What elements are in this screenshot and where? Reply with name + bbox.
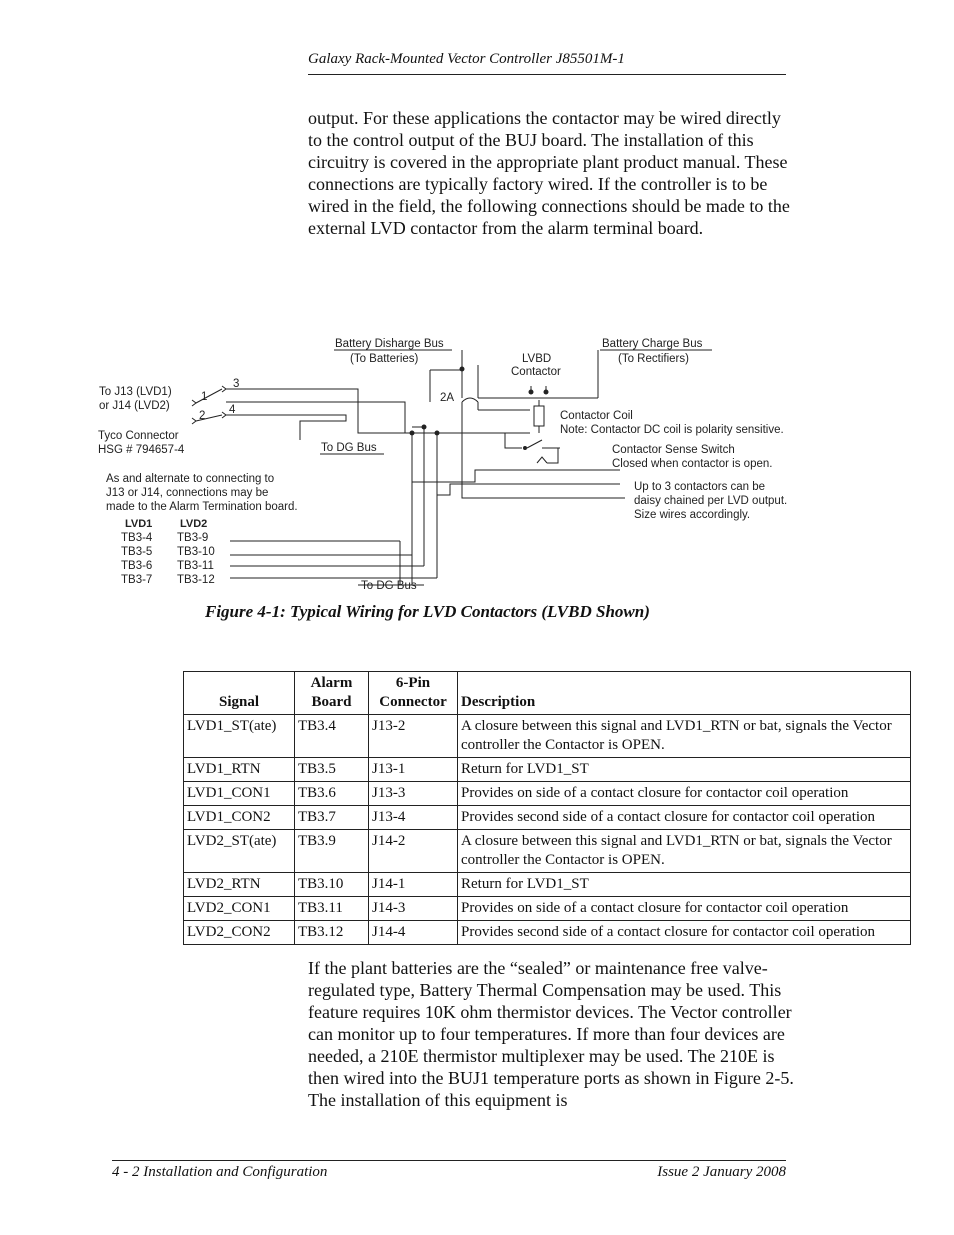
cell-signal: LVD2_RTN (184, 873, 295, 897)
or-j14-label: or J14 (LVD2) (99, 400, 170, 412)
daisy-note-line1: Up to 3 contactors can be (634, 481, 766, 493)
cell-connector: J13-4 (369, 806, 458, 830)
lvd1-header: LVD1 (125, 518, 153, 530)
table-row (184, 897, 911, 921)
table-header-row (184, 672, 911, 715)
cell-connector: J13-3 (369, 782, 458, 806)
table-row (184, 806, 911, 830)
hsg-label: HSG # 794657-4 (98, 444, 185, 456)
sense-closed-label: Closed when contactor is open. (612, 458, 773, 470)
footer-section: 4 - 2 Installation and Configuration (112, 1164, 328, 1180)
to-rectifiers-label: (To Rectifiers) (618, 353, 689, 365)
wiring-diagram (0, 320, 954, 600)
cell-signal: LVD1_ST(ate) (184, 715, 295, 758)
contactor-coil-symbol (534, 406, 544, 426)
sense-switch-symbol (527, 440, 542, 448)
to-j13-label: To J13 (LVD1) (99, 386, 172, 398)
cell-connector: J14-1 (369, 873, 458, 897)
cell-connector: J13-2 (369, 715, 458, 758)
lvbd-label: LVBD (522, 353, 552, 365)
to-dg-bus-label-1: To DG Bus (321, 442, 377, 454)
cell-description: A closure between this signal and LVD1_RTN or bat, signals the Vector controller the Contactor is OPEN. (458, 830, 911, 873)
lvd1-term: TB3-5 (121, 546, 153, 558)
to-dg-bus-label-2: To DG Bus (361, 580, 417, 592)
alternate-note-line2: J13 or J14, connections may be (106, 487, 269, 499)
running-header: Galaxy Rack-Mounted Vector Controller J85501M-1 (308, 51, 786, 75)
lvd1-term: TB3-4 (121, 532, 153, 544)
header-alarm-board: Alarm Board (295, 672, 369, 715)
table-row (184, 830, 911, 873)
cell-connector: J13-1 (369, 758, 458, 782)
table-row (184, 921, 911, 945)
table-row (184, 758, 911, 782)
cell-board: TB3.5 (295, 758, 369, 782)
page-footer (112, 1160, 786, 1181)
lvd2-term: TB3-10 (177, 546, 215, 558)
lvd1-term: TB3-7 (121, 574, 153, 586)
lvd2-term: TB3-11 (177, 560, 214, 572)
cell-board: TB3.4 (295, 715, 369, 758)
to-batteries-label: (To Batteries) (350, 353, 419, 365)
lvd1-term: TB3-6 (121, 560, 153, 572)
header-description: Description (458, 672, 911, 715)
cell-signal: LVD1_RTN (184, 758, 295, 782)
cell-description: Return for LVD1_ST (458, 758, 911, 782)
cell-connector: J14-3 (369, 897, 458, 921)
intro-paragraph: output. For these applications the contactor may be wired directly to the control output of the BUJ board. The installation of this circuitry is covered in the appropriate plant product manual. These connections are typically factory wired. If the controller is to be wired in the field, the following connections should be made to the external LVD contactor from the alarm terminal board. (308, 108, 790, 238)
battery-discharge-bus-label: Battery Disharge Bus (335, 338, 444, 350)
footer-issue: Issue 2 January 2008 (657, 1164, 786, 1180)
cell-connector: J14-4 (369, 921, 458, 945)
pin-4: 4 (229, 404, 236, 416)
battery-charge-bus-label: Battery Charge Bus (602, 338, 703, 350)
cell-board: TB3.10 (295, 873, 369, 897)
cell-board: TB3.12 (295, 921, 369, 945)
cell-board: TB3.11 (295, 897, 369, 921)
table-row (184, 715, 911, 758)
cell-signal: LVD2_CON1 (184, 897, 295, 921)
cell-description: Provides on side of a contact closure for contactor coil operation (458, 897, 911, 921)
pin-3: 3 (233, 378, 240, 390)
cell-connector: J14-2 (369, 830, 458, 873)
alternate-note-line3: made to the Alarm Termination board. (106, 501, 298, 513)
cell-description: Return for LVD1_ST (458, 873, 911, 897)
fuse-symbol (462, 398, 478, 402)
figure-caption: Figure 4-1: Typical Wiring for LVD Contactors (LVBD Shown) (205, 602, 650, 621)
daisy-note-line2: daisy chained per LVD output. (634, 495, 788, 507)
fuse-2a-label: 2A (440, 392, 455, 404)
daisy-note-line3: Size wires accordingly. (634, 509, 751, 521)
cell-description: Provides second side of a contact closure for contactor coil operation (458, 806, 911, 830)
pin-2: 2 (199, 410, 206, 422)
pin-1: 1 (201, 391, 208, 403)
cell-signal: LVD1_CON1 (184, 782, 295, 806)
lvd2-term: TB3-9 (177, 532, 209, 544)
cell-description: A closure between this signal and LVD1_RTN or bat, signals the Vector controller the Contactor is OPEN. (458, 715, 911, 758)
cell-board: TB3.6 (295, 782, 369, 806)
cell-signal: LVD2_CON2 (184, 921, 295, 945)
header-signal: Signal (184, 672, 295, 715)
signal-table (183, 671, 911, 945)
table-row (184, 782, 911, 806)
cell-description: Provides second side of a contact closure for contactor coil operation (458, 921, 911, 945)
cell-description: Provides on side of a contact closure for contactor coil operation (458, 782, 911, 806)
lvd2-term: TB3-12 (177, 574, 215, 586)
cell-board: TB3.9 (295, 830, 369, 873)
cell-signal: LVD2_ST(ate) (184, 830, 295, 873)
closing-paragraph: If the plant batteries are the “sealed” or maintenance free valve-regulated type, Battery Thermal Compensation may be used. This feature requires 10K ohm thermistor devices. The Vector controller can monitor up to four temperatures. If more than four devices are needed, a 210E thermistor multiplexer may be used. The 210E is then wired into the BUJ1 temperature ports as shown in Figure 2-5. The installation of this equipment is (308, 958, 794, 1110)
sense-switch-label: Contactor Sense Switch (612, 444, 735, 456)
contactor-coil-label: Contactor Coil (560, 410, 633, 422)
lvd2-header: LVD2 (180, 518, 208, 530)
table-row (184, 873, 911, 897)
alternate-note-line1: As and alternate to connecting to (106, 473, 275, 485)
header-connector: 6-Pin Connector (369, 672, 458, 715)
contactor-label: Contactor (511, 366, 561, 378)
cell-signal: LVD1_CON2 (184, 806, 295, 830)
cell-board: TB3.7 (295, 806, 369, 830)
tyco-connector-label: Tyco Connector (98, 430, 179, 442)
coil-note-label: Note: Contactor DC coil is polarity sensitive. (560, 424, 784, 436)
